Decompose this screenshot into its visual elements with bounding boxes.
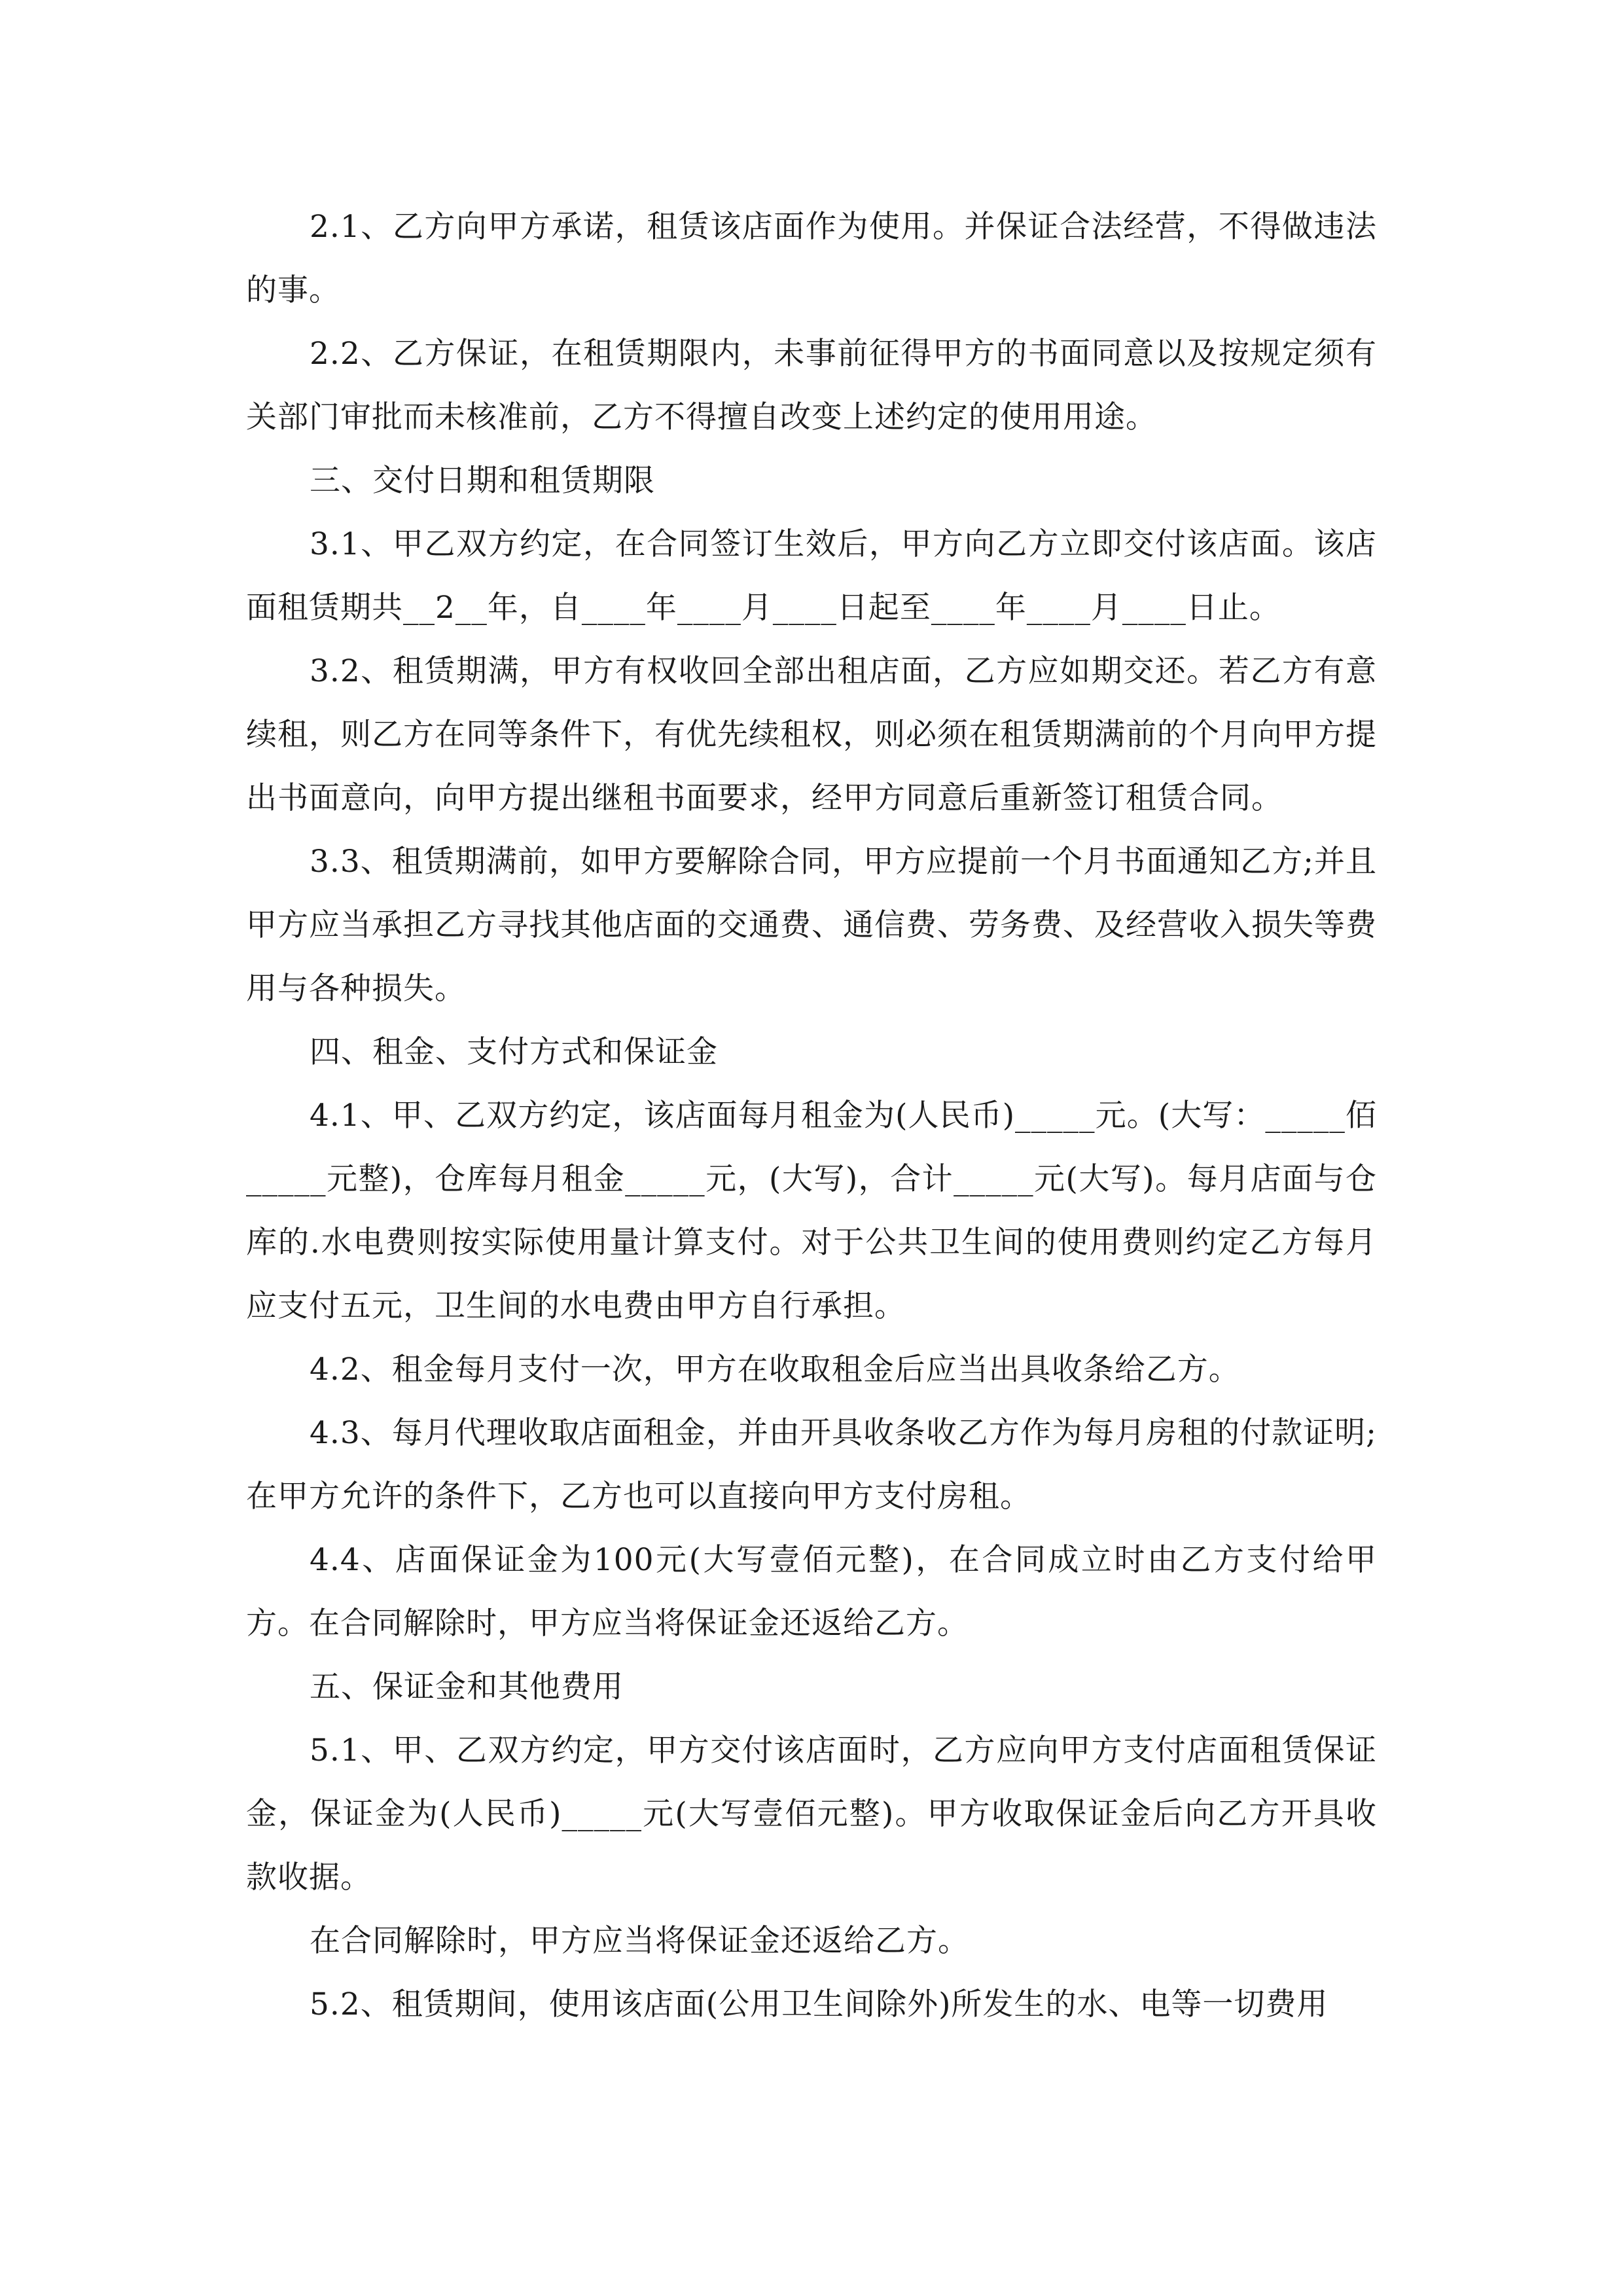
clause-4-3: 4.3、每月代理收取店面租金，并由开具收条收乙方作为每月房租的付款证明;在甲方允许的条件下，乙方也可以直接向甲方支付房租。 xyxy=(246,1415,1377,1515)
clause-4-1: 4.1、甲、乙双方约定，该店面每月租金为(人民币)_____元。(大写：_____佰_____元整)，仓库每月租金_____元，(大写)，合计_____元(大写)。每月店面与仓库的.水电费则按实际使用量计算支付。对于公共卫生间的使用费则约定乙方每月应支付五元，卫生间的水电费由甲方自行承担。 xyxy=(246,1098,1377,1324)
section-heading-3: 三、交付日期和租赁期限 xyxy=(310,463,655,499)
section-heading-4: 四、租金、支付方式和保证金 xyxy=(310,1034,718,1070)
clause-2-2: 2.2、乙方保证，在租赁期限内，未事前征得甲方的书面同意以及按规定须有关部门审批而未核准前，乙方不得擅自改变上述约定的使用用途。 xyxy=(246,336,1377,435)
clause-4-4: 4.4、店面保证金为100元(大写壹佰元整)，在合同成立时由乙方支付给甲方。在合同解除时，甲方应当将保证金还返给乙方。 xyxy=(246,1542,1377,1641)
clause-2-1: 2.1、乙方向甲方承诺，租赁该店面作为使用。并保证合法经营，不得做违法的事。 xyxy=(246,209,1377,308)
clause-3-1: 3.1、甲乙双方约定，在合同签订生效后，甲方向乙方立即交付该店面。该店面租赁期共__2__年，自____年____月____日起至____年____月____日止。 xyxy=(246,526,1377,626)
section-heading-5: 五、保证金和其他费用 xyxy=(310,1669,624,1705)
clause-5-1-note: 在合同解除时，甲方应当将保证金还返给乙方。 xyxy=(310,1923,969,1959)
clause-3-2: 3.2、租赁期满，甲方有权收回全部出租店面，乙方应如期交还。若乙方有意续租，则乙方在同等条件下，有优先续租权，则必须在租赁期满前的个月向甲方提出书面意向，向甲方提出继租书面要求，经甲方同意后重新签订租赁合同。 xyxy=(246,653,1377,816)
clause-5-2: 5.2、租赁期间，使用该店面(公用卫生间除外)所发生的水、电等一切费用 xyxy=(310,1986,1329,2022)
clause-4-2: 4.2、租金每月支付一次，甲方在收取租金后应当出具收条给乙方。 xyxy=(310,1352,1240,1388)
clause-3-3: 3.3、租赁期满前，如甲方要解除合同，甲方应提前一个月书面通知乙方;并且甲方应当承担乙方寻找其他店面的交通费、通信费、劳务费、及经营收入损失等费用与各种损失。 xyxy=(246,844,1377,1007)
document-body xyxy=(246,195,1377,2036)
clause-5-1: 5.1、甲、乙双方约定，甲方交付该店面时，乙方应向甲方支付店面租赁保证金，保证金为(人民币)_____元(大写壹佰元整)。甲方收取保证金后向乙方开具收款收据。 xyxy=(246,1732,1378,1895)
